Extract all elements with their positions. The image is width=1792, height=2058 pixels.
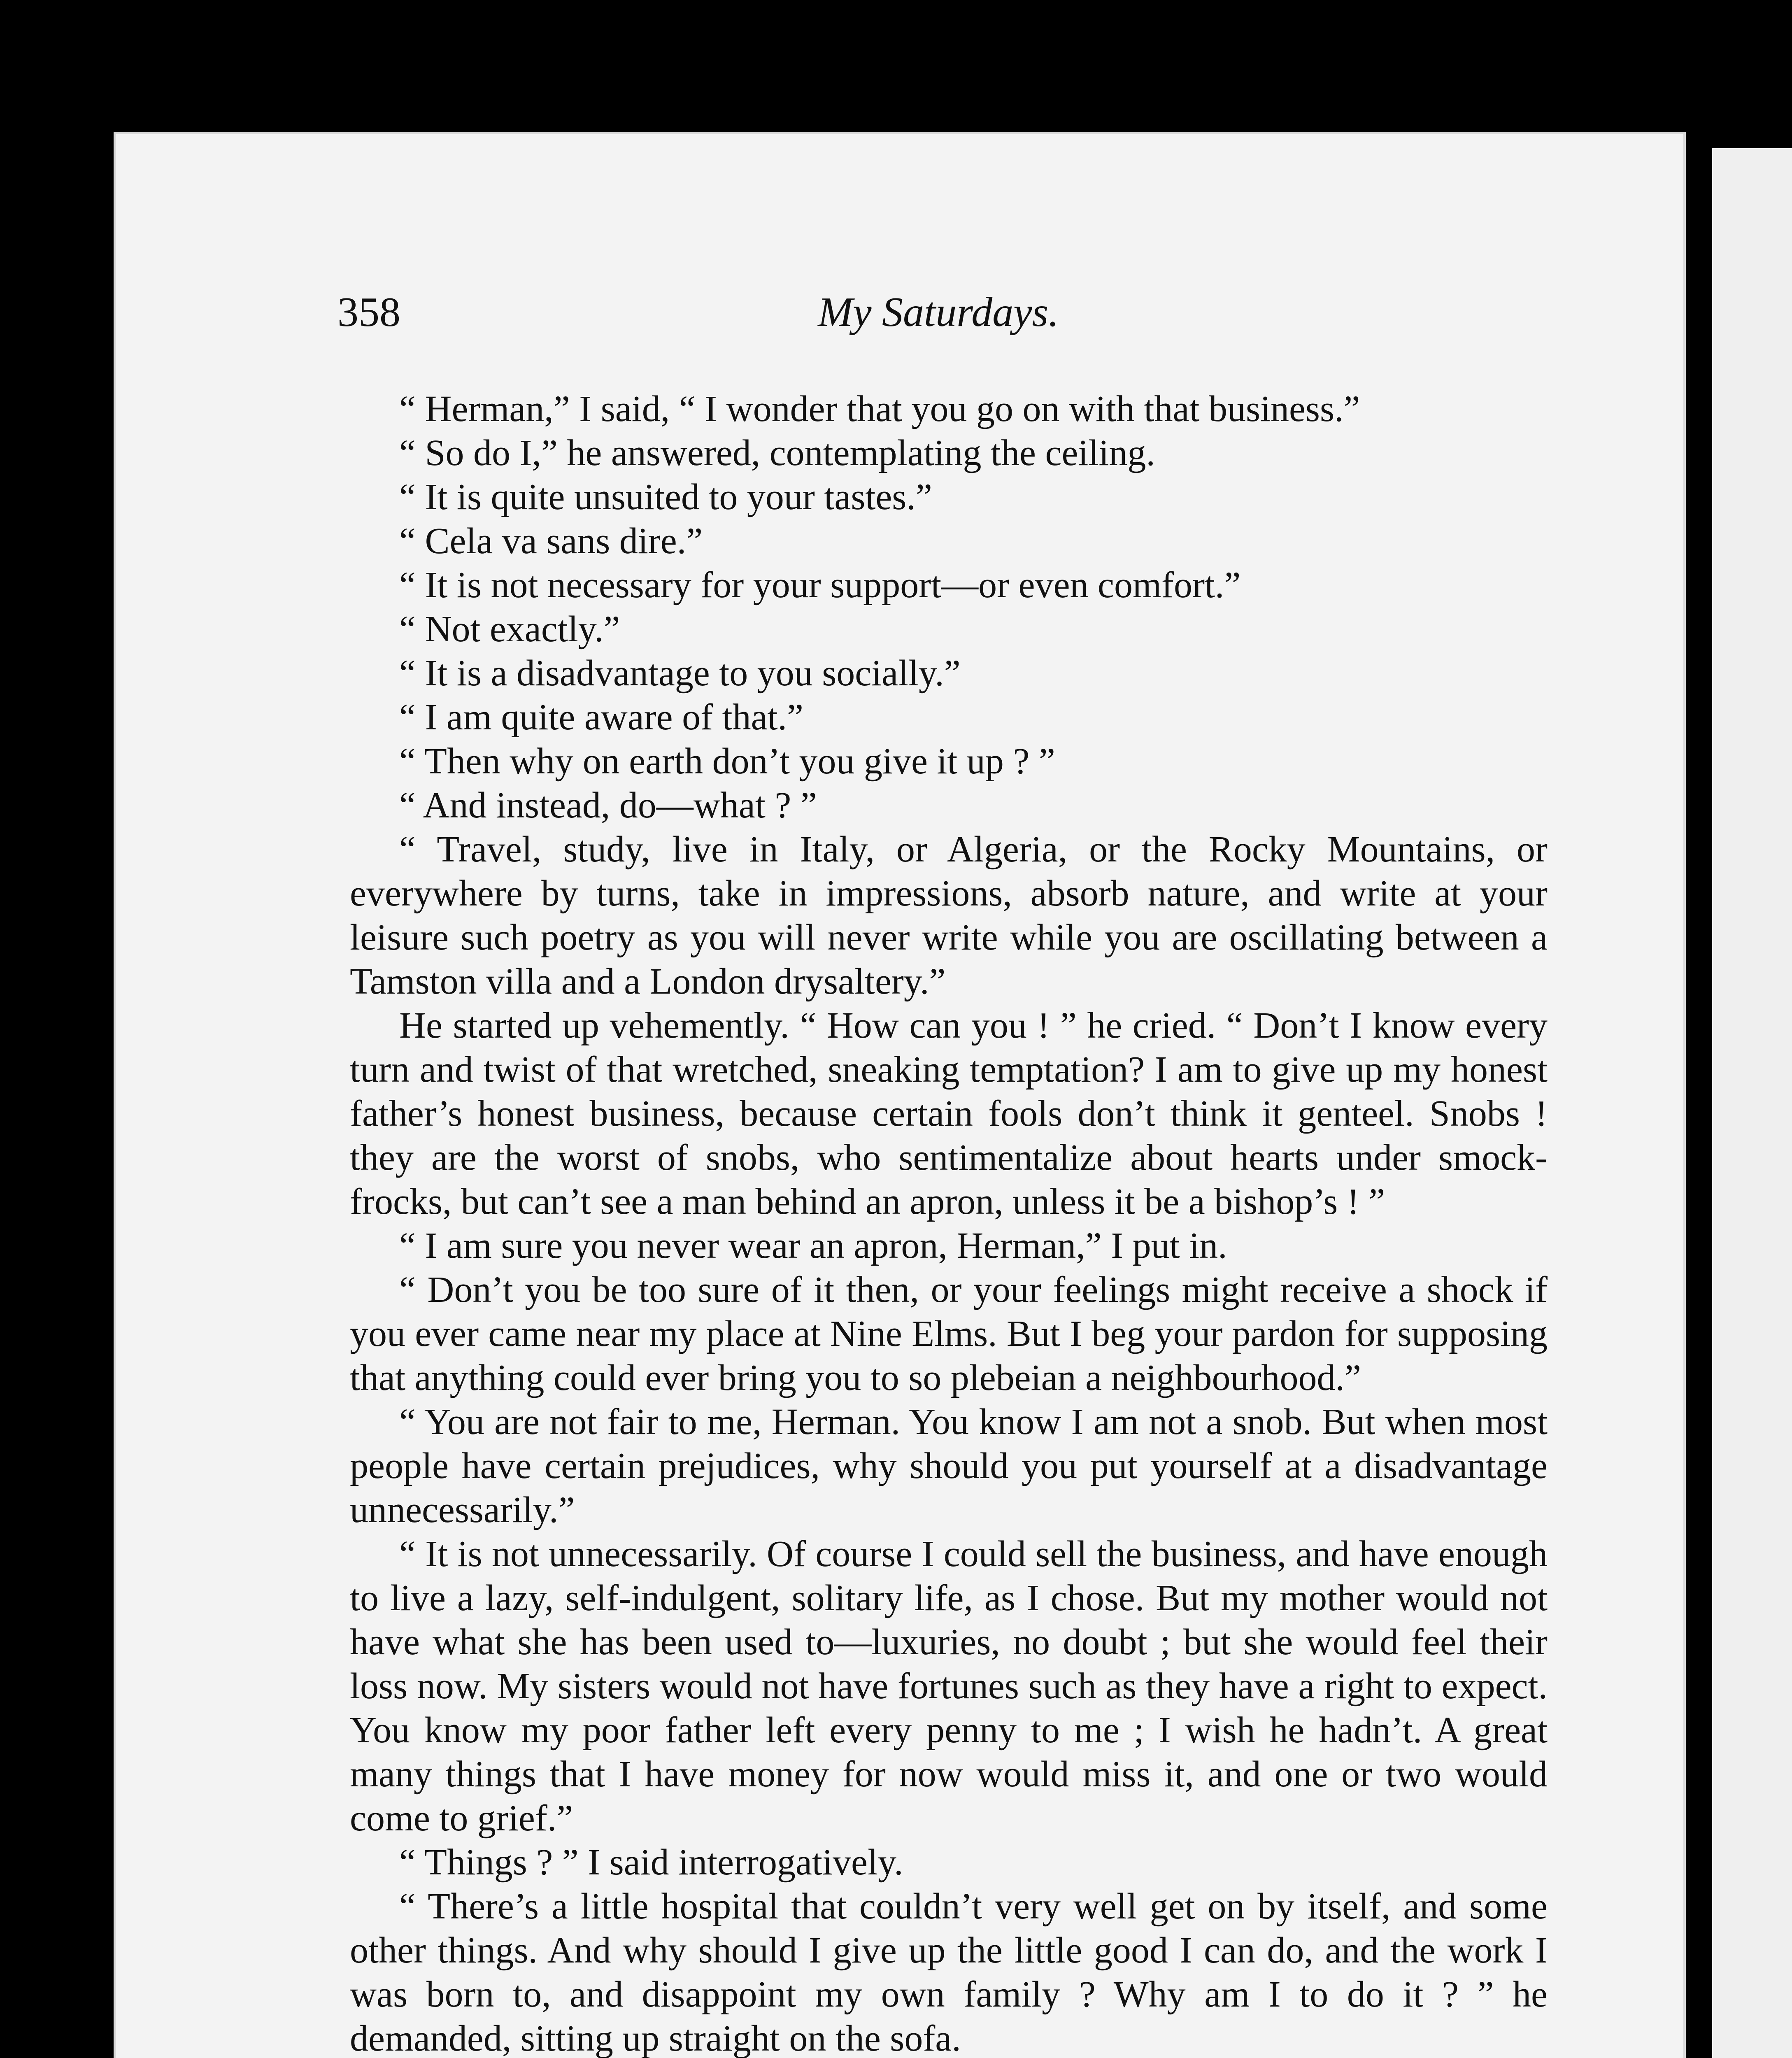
paragraph: “ There’s a little hospital that couldn’t very well get on by itself, and some other things. And why should I give up the little good I can do, and the work I was born to, and disappoint my own family ? Why am I to do it ? ” he demanded, sitting up straight on the sofa. bbox=[350, 1886, 1548, 2058]
paragraph: “ Cela va sans dire.” bbox=[399, 521, 703, 561]
paragraph: “ It is not necessary for your support—or even comfort.” bbox=[399, 565, 1241, 605]
paragraph: “ Things ? ” I said interrogatively. bbox=[399, 1842, 903, 1883]
paragraph: “ So do I,” he answered, contemplating the ceiling. bbox=[399, 433, 1155, 473]
paragraph: “ And instead, do—what ? ” bbox=[399, 785, 817, 826]
paragraph: “ Not exactly.” bbox=[399, 609, 620, 650]
page-number: 358 bbox=[337, 289, 400, 335]
paragraph: “ Then why on earth don’t you give it up ? ” bbox=[399, 741, 1055, 782]
paragraph: “ I am sure you never wear an apron, Herman,” I put in. bbox=[399, 1225, 1227, 1266]
page-header bbox=[337, 288, 1539, 354]
paragraph: “ Travel, study, live in Italy, or Algeria, or the Rocky Mountains, or everywhere by turns, take in impressions, absorb nature, and write at your leisure such poetry as you will never write while you are oscillating between a Tamston villa and a London drysaltery.” bbox=[350, 829, 1548, 1002]
body-text bbox=[350, 387, 1548, 2058]
paragraph: “ Herman,” I said, “ I wonder that you go on with that business.” bbox=[399, 389, 1360, 429]
paragraph: He started up vehemently. “ How can you ! ” he cried. “ Don’t I know every turn and twist of that wretched, sneaking temptation? I am to give up my honest father’s honest business, because certain fools don’t think it genteel. Snobs ! they are the worst of snobs, who sentimentalize about hearts under smock-frocks, but can’t see a man behind an apron, unless it be a bishop’s ! ” bbox=[350, 1005, 1548, 1222]
paragraph: “ Don’t you be too sure of it then, or your feelings might receive a shock if you ever came near my place at Nine Elms. But I beg your pardon for supposing that anything could ever bring you to so plebeian a neighbourhood.” bbox=[350, 1269, 1548, 1398]
paragraph: “ I am quite aware of that.” bbox=[399, 697, 804, 738]
paragraph: “ It is a disadvantage to you socially.” bbox=[399, 653, 961, 694]
facing-page bbox=[1712, 148, 1792, 2058]
paragraph: “ It is quite unsuited to your tastes.” bbox=[399, 477, 932, 517]
running-title: My Saturdays. bbox=[818, 289, 1059, 335]
paragraph: “ It is not unnecessarily. Of course I could sell the business, and have enough to live a lazy, self-indulgent, solitary life, as I chose. But my mother would not have what she has been used to—luxuries, no doubt ; but she would feel their loss now. My sisters would not have fortunes such as they have a right to expect. You know my poor father left every penny to me ; I wish he hadn’t. A great many things that I have money for now would miss it, and one or two would come to grief.” bbox=[350, 1534, 1548, 1839]
binding-gutter bbox=[1686, 123, 1712, 2058]
paragraph: “ You are not fair to me, Herman. You know I am not a snob. But when most people have certain prejudices, why should you put yourself at a disadvantage unnecessarily.” bbox=[350, 1401, 1548, 1530]
